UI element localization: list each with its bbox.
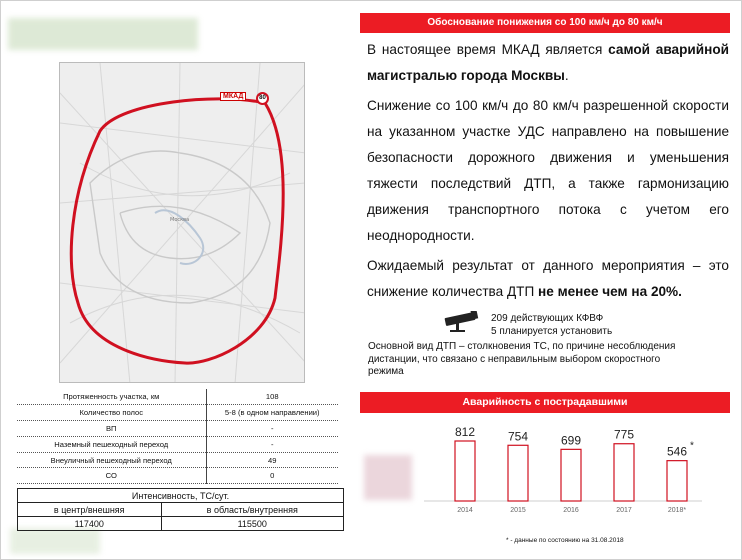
road-param-label: Количество полос [17,405,206,421]
intensity-value-center: 117400 [18,517,162,531]
road-param-label: ВП [17,421,206,437]
justification-banner: Обоснование понижения со 100 км/ч до 80 км/ч [360,13,730,33]
paragraph-result-bold: не менее чем на 20%. [538,284,682,299]
chart-bar [614,444,634,501]
map-center-label: Москва [170,217,190,223]
blurred-footer-mark [10,528,100,554]
road-parameters-table [17,389,338,484]
chart-banner: Аварийность с пострадавшими [360,392,730,413]
chart-category-label: 2017 [616,507,632,514]
road-table-row [17,436,338,452]
chart-bar [455,441,475,501]
camera-planned-count: 5 планируется установить [491,326,613,337]
road-table-row [17,389,338,405]
camera-info [491,312,612,338]
chart-estimate-marker: * [690,440,694,452]
moscow-map [59,62,305,383]
road-param-value: - [206,421,338,437]
chart-bar [667,461,687,501]
road-param-label: Внеуличный пешеходный переход [17,452,206,468]
chart-value-label: 546 [666,444,688,459]
speed-camera-icon [442,311,482,333]
accident-chart [412,413,712,543]
accident-chart-svg [412,413,712,538]
chart-bar [561,449,581,501]
chart-category-label: 2018* [667,507,687,514]
blurred-logo [8,18,198,50]
accident-type-note: Основной вид ДТП – столкновения ТС, по причине несоблюдения дистанции, что связано с неправильным выбором скоростного режима [368,341,676,377]
intensity-col-region: в область/внутренняя [161,503,344,517]
chart-value-label: 699 [560,433,582,448]
chart-category-label: 2016 [563,507,579,514]
chart-category-label: 2015 [510,507,526,514]
mkad-label: МКАД [220,92,246,101]
road-param-label: Протяженность участка, км [17,389,206,405]
road-table-row [17,421,338,437]
chart-category-label: 2014 [457,507,473,514]
road-param-label: Наземный пешеходный переход [17,436,206,452]
intensity-value-region: 115500 [161,517,344,531]
road-param-value: 49 [206,452,338,468]
camera-active-count: 209 действующих КФВФ [491,313,604,324]
road-param-value: - [206,436,338,452]
road-param-value: 5-8 (в одном направлении) [206,405,338,421]
paragraph-mkad: В настоящее время МКАД является самой аварийной магистралью города Москвы. [367,42,729,83]
paragraph-speed-reduction: Снижение со 100 км/ч до 80 км/ч разрешенной скорости на указанном участке УДС направлено на повышение безопасности дорожного движения и уменьшения тяжести последствий ДТП, а также гармонизацию движения транспортного потока с учетом его неоднородности. [367,98,729,243]
intensity-title: Интенсивность, ТС/сут. [18,489,344,503]
road-param-value: 108 [206,389,338,405]
paragraph-mkad-bold: самой аварийной магистралью города Москвы [367,42,729,83]
blurred-chart-icon [364,455,412,500]
paragraph-expected-result: Ожидаемый результат от данного мероприятия – это снижение количества ДТП не менее чем на 20%. [367,258,729,299]
road-param-label: СО [17,468,206,484]
intensity-table [17,488,344,531]
map-svg [60,63,305,383]
road-table-row [17,405,338,421]
chart-bar [508,445,528,501]
road-param-value: 0 [206,468,338,484]
footnote: * - данные по состоянию на 31.08.2018 [506,537,624,544]
speed-limit-sign-icon: 80 [256,92,269,105]
road-table-row [17,452,338,468]
chart-value-label: 775 [613,427,635,442]
chart-value-label: 812 [454,425,476,439]
road-table-row [17,468,338,484]
intensity-col-center: в центр/внешняя [18,503,162,517]
chart-value-label: 754 [507,429,529,444]
